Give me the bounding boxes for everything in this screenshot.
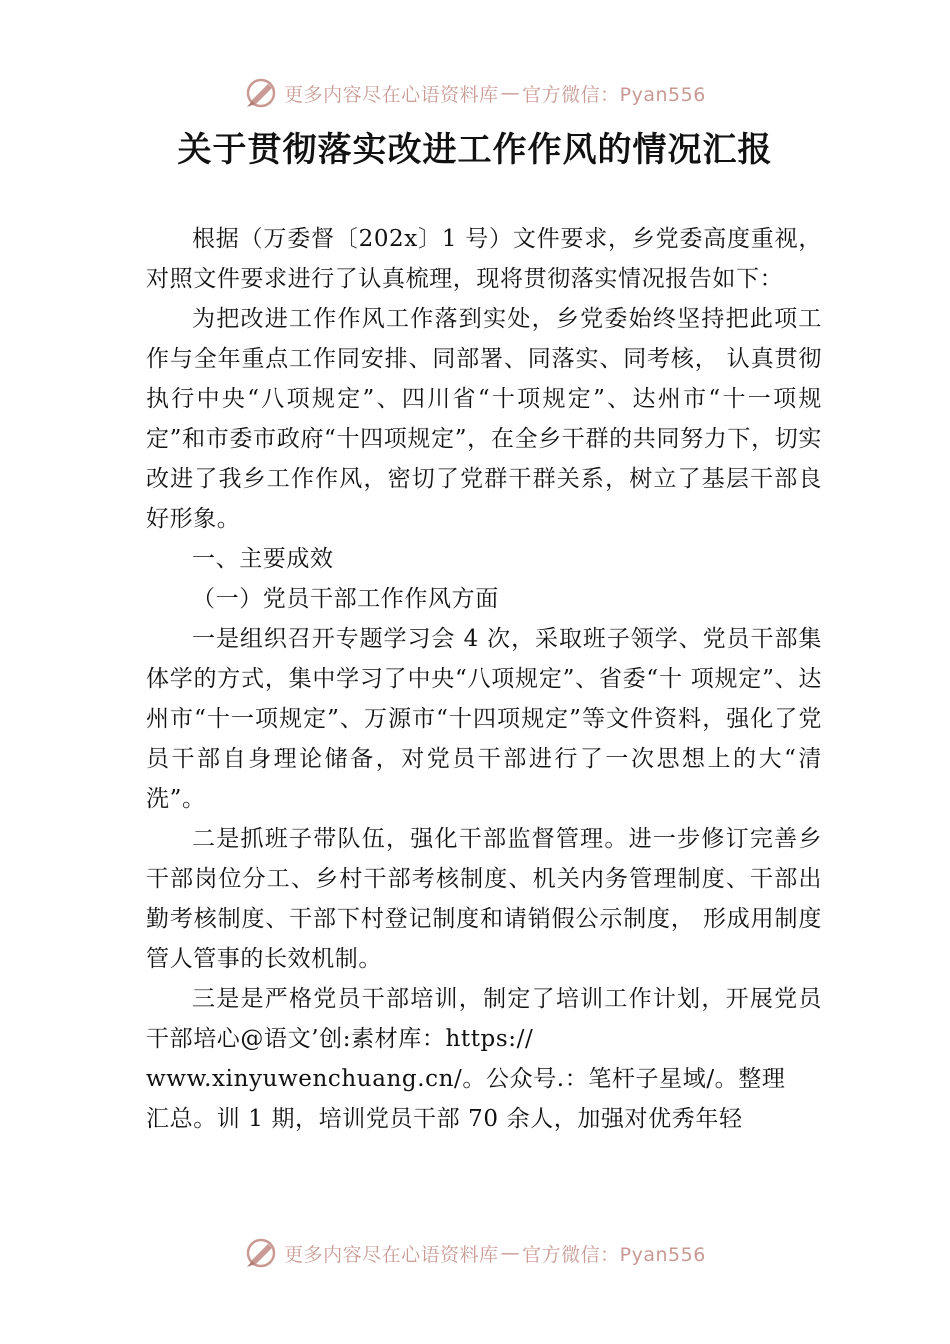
paragraph-intro: 根据（万委督〔202x〕1 号）文件要求，乡党委高度重视，对照文件要求进行了认真梳理，现将贯彻落实情况报告如下： bbox=[146, 226, 822, 292]
pen-logo-icon bbox=[244, 76, 278, 110]
paragraph-point-two: 二是抓班子带队伍，强化干部监督管理。进一步修订完善乡干部岗位分工、乡村干部考核制度、机关内务管理制度、干部出勤考核制度、干部下村登记制度和请销假公示制度， 形成用制度管人管事的长效机制。 bbox=[146, 826, 822, 972]
paragraph-point-three: 三是是严格党员干部培训，制定了培训工作计划，开展党员干部培心@语文’创:素材库：https:// bbox=[146, 986, 822, 1052]
watermark-header bbox=[0, 73, 950, 113]
watermark-footer bbox=[0, 1233, 950, 1273]
watermark-text: 更多内容尽在心语资料库 bbox=[284, 1243, 499, 1266]
paragraph-point-one: 一是组织召开专题学习会 4 次，采取班子领学、党员干部集体学的方式，集中学习了中央“八项规定”、省委“十 项规定”、达州市“十一项规定”、万源市“十四项规定”等文件资料，强化了党员干部自身理论储备，对党员干部进行了一次思想上的大“清洗”。 bbox=[146, 626, 822, 812]
document-body bbox=[146, 219, 822, 1139]
section-heading: 一、主要成效 bbox=[192, 546, 334, 572]
paragraph-overview: 为把改进工作作风工作落到实处，乡党委始终坚持把此项工作与全年重点工作同安排、同部署、同落实、同考核， 认真贯彻执行中央“八项规定”、四川省“十项规定”、达州市“十一项规定”和市委市政府“十四项规定”，在全乡干群的共同努力下，切实改进了我乡工作作风，密切了党群干群关系，树立了基层干部良好形象。 bbox=[146, 306, 822, 532]
watermark-wechat: 官方微信：Pyan556 bbox=[522, 1243, 706, 1266]
subsection-heading: （一）党员干部工作作风方面 bbox=[192, 586, 499, 612]
paragraph-last-line: 汇总。训 1 期，培训党员干部 70 余人，加强对优秀年轻 bbox=[146, 1106, 743, 1132]
watermark-text: 更多内容尽在心语资料库 bbox=[284, 83, 499, 106]
watermark-wechat: 官方微信：Pyan556 bbox=[522, 83, 706, 106]
document-title: 关于贯彻落实改进工作作风的情况汇报 bbox=[177, 130, 773, 170]
watermark-separator: — bbox=[500, 1242, 521, 1264]
paragraph-url-line: www.xinyuwenchuang.cn/。公众号.：笔杆子星域/。整理 bbox=[146, 1066, 786, 1092]
pen-logo-icon bbox=[244, 1236, 278, 1270]
watermark-separator: — bbox=[500, 82, 521, 104]
